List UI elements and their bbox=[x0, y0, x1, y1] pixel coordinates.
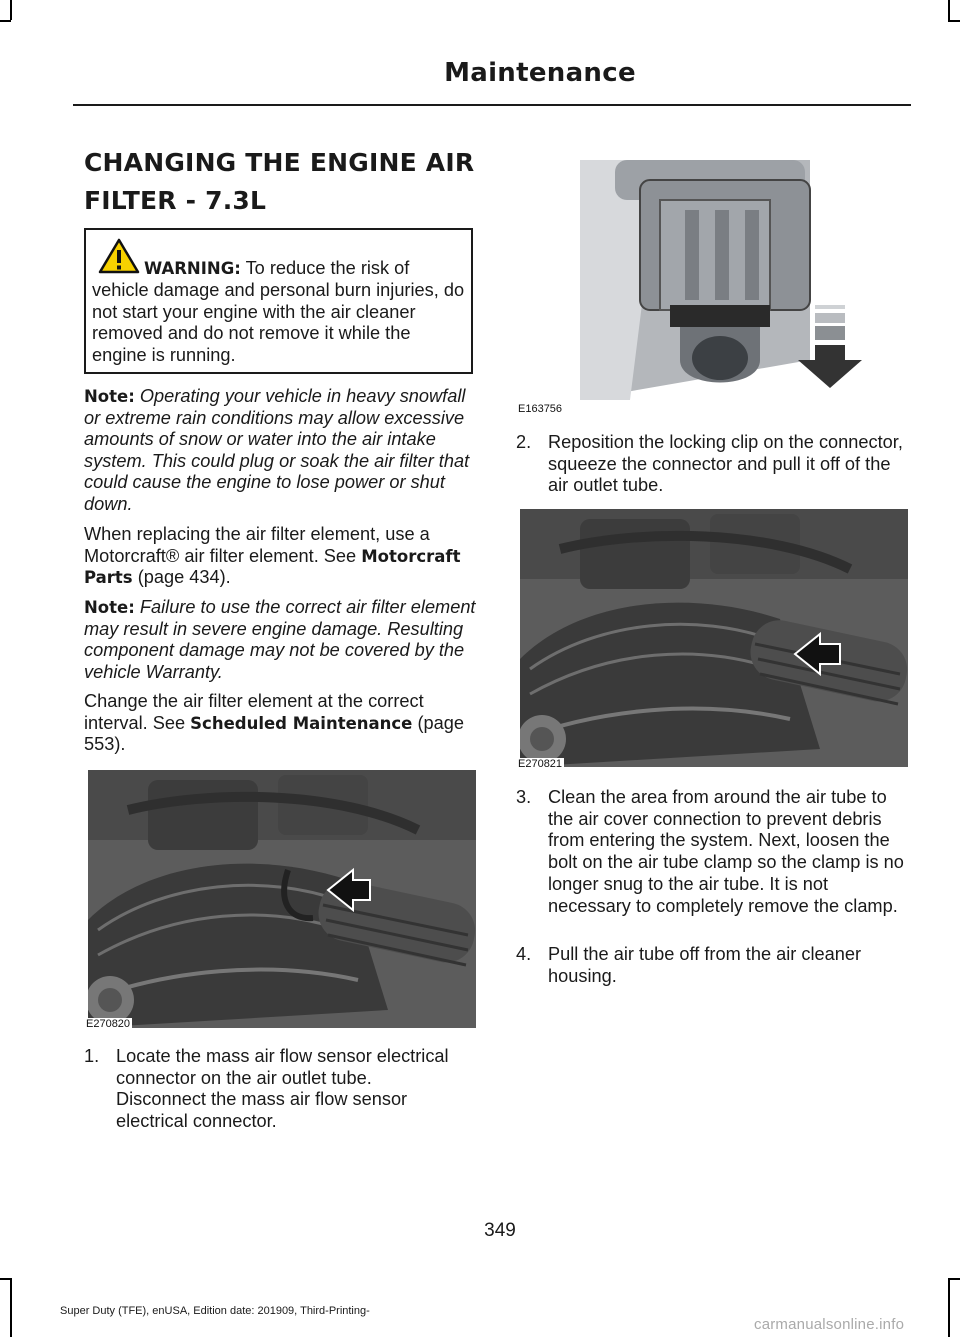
connector-illustration bbox=[520, 160, 872, 400]
step-text: Locate the mass air flow sensor electrical connector on the air outlet tube. Disconnect the mass air flow sensor electrical connector. bbox=[116, 1046, 449, 1132]
image-code-label: E163756 bbox=[518, 403, 563, 415]
note-text: Failure to use the correct air filter element may result in severe engine damage. Resulting component damage may not be covered by the vehicle Warranty. bbox=[84, 597, 476, 682]
engine-airbox-image bbox=[88, 770, 476, 1028]
crop-mark bbox=[10, 1278, 12, 1337]
warning-box bbox=[84, 228, 473, 374]
paragraph-text: Change the air filter element at the correct interval. See bbox=[84, 691, 424, 733]
step-number: 4. bbox=[516, 944, 532, 964]
step-text: Pull the air tube off from the air cleaner housing. bbox=[548, 944, 862, 986]
motorcraft-parts-link[interactable]: Motorcraft Parts bbox=[84, 546, 461, 588]
engine-airbox-illustration bbox=[88, 770, 476, 1028]
body-paragraph bbox=[84, 691, 474, 756]
air-outlet-tube-illustration bbox=[520, 509, 908, 767]
header-rule bbox=[73, 104, 911, 106]
crop-mark bbox=[948, 20, 960, 22]
warning-text-block bbox=[92, 258, 468, 367]
step-text: Reposition the locking clip on the connector, squeeze the connector and pull it off of the air outlet tube. bbox=[548, 432, 903, 496]
watermark: carmanualsonline.info bbox=[754, 1316, 905, 1333]
warning-label: WARNING: bbox=[144, 259, 241, 278]
edition-info: Super Duty (TFE), enUSA, Edition date: 201909, Third-Printing- bbox=[60, 1305, 370, 1317]
crop-mark bbox=[0, 20, 11, 22]
body-paragraph bbox=[84, 524, 470, 589]
image-code-label: E270820 bbox=[86, 1018, 131, 1030]
image-code-label: E270821 bbox=[518, 758, 563, 770]
crop-mark bbox=[0, 1278, 11, 1280]
note-label: Note: bbox=[84, 387, 135, 406]
note-label: Note: bbox=[84, 598, 135, 617]
step-number: 2. bbox=[516, 432, 532, 452]
page-reference: (page 434). bbox=[137, 567, 231, 588]
crop-mark bbox=[10, 0, 12, 20]
connector-image bbox=[520, 160, 872, 400]
warning-text: To reduce the risk of vehicle damage and personal burn injuries, do not start your engine with the air cleaner removed and do not remove it while the engine is running. bbox=[92, 258, 465, 366]
note-paragraph bbox=[84, 386, 470, 516]
step-text: Clean the area from around the air tube to the air cover connection to prevent debris from entering the system. Next, loosen the bolt on the air tube clamp so the clamp is no longer snug to the air tube. It is not necessary to completely remove the clamp. bbox=[548, 787, 904, 916]
note-paragraph bbox=[84, 597, 476, 683]
section-header: Maintenance bbox=[444, 58, 636, 88]
step-number: 1. bbox=[84, 1046, 100, 1066]
step-number: 3. bbox=[516, 787, 532, 807]
paragraph-text: When replacing the air filter element, use a Motorcraft® air filter element. See bbox=[84, 524, 430, 566]
crop-mark bbox=[948, 1278, 960, 1280]
scheduled-maintenance-link[interactable]: Scheduled Maintenance bbox=[190, 713, 413, 733]
page-reference: (page 553). bbox=[84, 712, 464, 755]
note-text: Operating your vehicle in heavy snowfall or extreme rain conditions may allow excessive amounts of snow or water into the air intake system. This could plug or soak the air filter that could cause the engine to lose power or shut down. bbox=[84, 386, 470, 514]
crop-mark bbox=[948, 1278, 950, 1337]
crop-mark bbox=[948, 0, 950, 20]
page-title: CHANGING THE ENGINE AIR FILTER - 7.3L bbox=[84, 148, 475, 215]
page-number: 349 bbox=[484, 1220, 516, 1241]
air-outlet-tube-image bbox=[520, 509, 908, 767]
